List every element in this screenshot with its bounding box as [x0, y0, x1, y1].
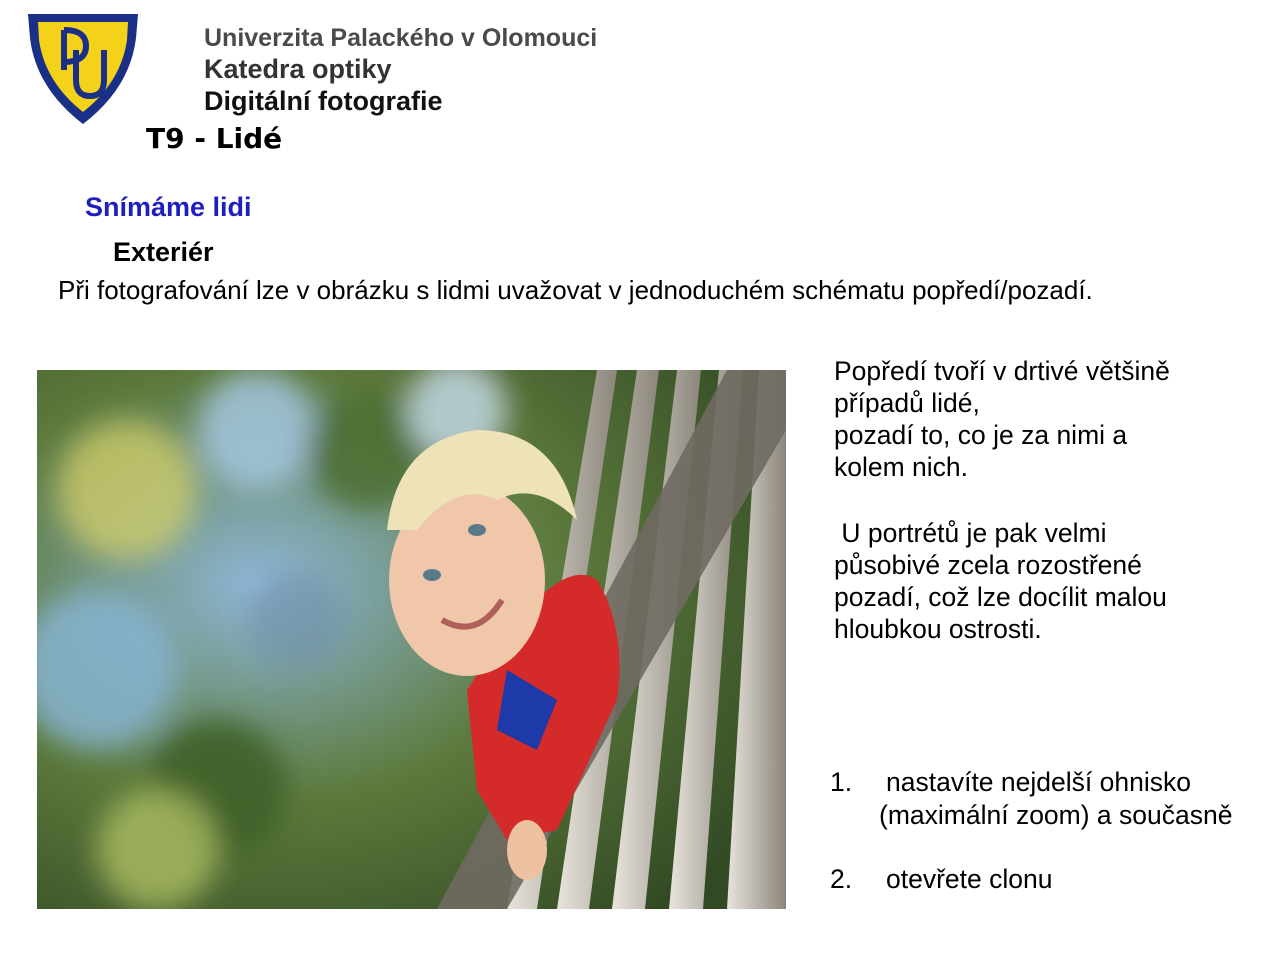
topic-title: T9 - Lidé [146, 122, 283, 155]
department-name: Katedra optiky [204, 54, 392, 84]
step-text: nastavíte nejdelší ohnisko [886, 767, 1191, 797]
boy-on-balcony-photo [37, 370, 786, 909]
university-name: Univerzita Palackého v Olomouci [204, 24, 598, 52]
paragraph-line: případů lidé, [834, 388, 980, 418]
step-number: 1. [830, 767, 853, 797]
course-name: Digitální fotografie [204, 86, 443, 116]
foreground-paragraph [834, 355, 1170, 483]
paragraph-line: kolem nich. [834, 452, 969, 482]
subsection-title: Exteriér [113, 237, 214, 267]
intro-text: Při fotografování lze v obrázku s lidmi uvažovat v jednoduchém schématu popředí/pozadí. [58, 275, 1093, 305]
paragraph-line: pozadí, což lze docílit malou [834, 582, 1167, 612]
paragraph-line: U portrétů je pak velmi [834, 518, 1107, 548]
paragraph-line: pozadí to, co je za nimi a [834, 420, 1128, 450]
paragraph-line: působivé zcela rozostřené [834, 550, 1142, 580]
section-title: Snímáme lidi [85, 192, 252, 222]
step-1 [830, 767, 1191, 798]
step-2 [830, 864, 1052, 895]
portrait-paragraph [834, 517, 1167, 645]
step-1-continuation: (maximální zoom) a současně [879, 800, 1233, 830]
university-logo [24, 10, 142, 128]
step-number: 2. [830, 864, 853, 894]
step-text: otevřete clonu [886, 864, 1053, 894]
paragraph-line: Popředí tvoří v drtivé většině [834, 356, 1170, 386]
paragraph-line: hloubkou ostrosti. [834, 614, 1042, 644]
